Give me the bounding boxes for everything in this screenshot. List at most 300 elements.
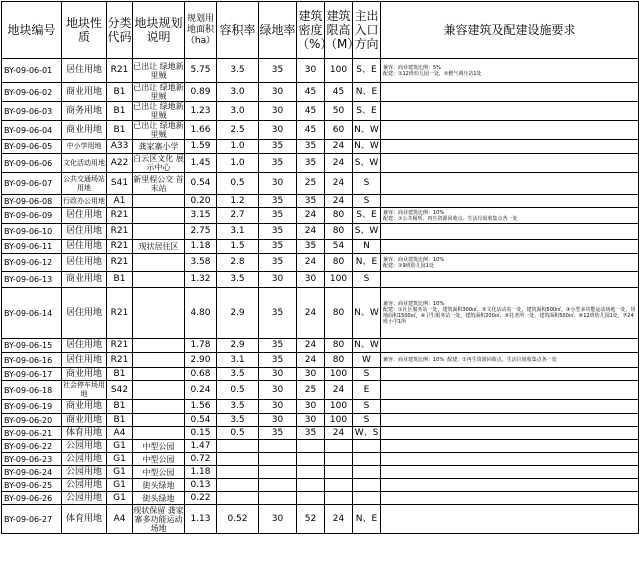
cell-code: S42 — [107, 381, 133, 400]
cell-area: 0.72 — [185, 453, 217, 466]
cell-green: 35 — [259, 254, 297, 272]
cell-code: G1 — [107, 492, 133, 505]
cell-dir — [353, 479, 381, 492]
cell-height: 54 — [325, 240, 353, 254]
cell-id: BY-09-06-13 — [2, 272, 62, 288]
cell-req — [381, 400, 639, 414]
cell-dir: S — [353, 368, 381, 381]
table-row — [2, 83, 639, 102]
cell-height: 50 — [325, 102, 353, 121]
cell-nature: 公园用地 — [62, 479, 107, 492]
cell-height — [325, 440, 353, 453]
cell-area: 0.54 — [185, 173, 217, 195]
cell-far: 3.5 — [217, 414, 259, 427]
cell-density: 30 — [297, 368, 325, 381]
cell-req — [381, 368, 639, 381]
cell-req: 兼容：商业建筑比例：10% 配建：①社区服务站一处，建筑面积300㎡，②文化活动站一处，建筑面积500㎡，③小型多功能运动场地一处，用地面积1500㎡，④卫生服务站一处，建筑面积200㎡，⑤托老所一处，建筑面积500㎡，⑥12班幼儿园1处，⑦24班小学1所 — [381, 288, 639, 339]
cell-desc — [133, 353, 185, 368]
cell-req — [381, 224, 639, 240]
cell-code: R21 — [107, 208, 133, 224]
cell-density — [297, 466, 325, 479]
cell-green: 35 — [259, 208, 297, 224]
cell-code: S41 — [107, 173, 133, 195]
cell-req — [381, 492, 639, 505]
table-row — [2, 492, 639, 505]
cell-id: BY-09-06-26 — [2, 492, 62, 505]
cell-id: BY-09-06-27 — [2, 505, 62, 534]
cell-nature: 居住用地 — [62, 353, 107, 368]
cell-code: R21 — [107, 224, 133, 240]
cell-density: 35 — [297, 195, 325, 208]
cell-green — [259, 440, 297, 453]
cell-far: 3.0 — [217, 83, 259, 102]
cell-far: 2.7 — [217, 208, 259, 224]
cell-req — [381, 339, 639, 353]
cell-id: BY-09-06-19 — [2, 400, 62, 414]
land-parcel-table — [1, 1, 639, 534]
cell-area: 2.75 — [185, 224, 217, 240]
cell-nature: 社会停车场用地 — [63, 381, 105, 398]
cell-far: 1.5 — [217, 240, 259, 254]
cell-nature: 居住用地 — [62, 240, 107, 254]
cell-req — [381, 121, 639, 140]
cell-code: R21 — [107, 59, 133, 83]
cell-dir: N、E — [353, 254, 381, 272]
cell-nature: 商务用地 — [62, 102, 107, 121]
cell-height: 80 — [325, 339, 353, 353]
cell-dir — [353, 453, 381, 466]
cell-code: R21 — [107, 353, 133, 368]
cell-nature: 商业用地 — [62, 414, 107, 427]
cell-code: A33 — [107, 140, 133, 154]
cell-nature: 行政办公用地 — [62, 195, 107, 208]
cell-height: 24 — [325, 154, 353, 173]
cell-code: A22 — [107, 154, 133, 173]
cell-area: 0.20 — [185, 195, 217, 208]
cell-area: 0.15 — [185, 427, 217, 440]
table-row — [2, 154, 639, 173]
cell-code: A4 — [107, 505, 133, 534]
cell-code: B1 — [107, 272, 133, 288]
cell-density: 30 — [297, 59, 325, 83]
cell-nature: 居住用地 — [62, 288, 107, 339]
header-density: 建筑密度（%） — [297, 2, 325, 59]
table-row — [2, 173, 639, 195]
cell-id: BY-09-06-07 — [2, 173, 62, 195]
cell-dir: S — [353, 400, 381, 414]
cell-id: BY-09-06-12 — [2, 254, 62, 272]
cell-height: 80 — [325, 254, 353, 272]
cell-area: 0.13 — [185, 479, 217, 492]
cell-req — [381, 453, 639, 466]
cell-id: BY-09-06-20 — [2, 414, 62, 427]
table-row — [2, 466, 639, 479]
header-height: 建筑限高（M） — [325, 2, 353, 59]
cell-req — [381, 140, 639, 154]
cell-dir: W、S — [353, 427, 381, 440]
cell-green: 30 — [259, 381, 297, 400]
table-row — [2, 453, 639, 466]
cell-far — [217, 453, 259, 466]
table-row — [2, 102, 639, 121]
cell-id: BY-09-06-11 — [2, 240, 62, 254]
cell-density: 24 — [297, 254, 325, 272]
cell-height: 80 — [325, 353, 353, 368]
cell-green: 30 — [259, 272, 297, 288]
table-row — [2, 121, 639, 140]
cell-height: 80 — [325, 224, 353, 240]
cell-id: BY-09-06-15 — [2, 339, 62, 353]
cell-density: 25 — [297, 381, 325, 400]
table-row — [2, 288, 639, 339]
header-id: 地块编号 — [2, 2, 62, 59]
cell-far: 2.9 — [217, 339, 259, 353]
cell-desc: 已出让 绿地新里贼 — [133, 102, 184, 120]
cell-green: 30 — [259, 414, 297, 427]
table-row — [2, 140, 639, 154]
cell-nature: 商业用地 — [62, 83, 107, 102]
cell-area: 1.66 — [185, 121, 217, 140]
cell-nature: 居住用地 — [62, 59, 107, 83]
cell-density: 45 — [297, 102, 325, 121]
cell-dir: N、E — [353, 505, 381, 534]
cell-green: 30 — [259, 173, 297, 195]
cell-id: BY-09-06-23 — [2, 453, 62, 466]
cell-code: R21 — [107, 254, 133, 272]
cell-nature: 商业用地 — [62, 272, 107, 288]
cell-height: 24 — [325, 381, 353, 400]
cell-far: 2.5 — [217, 121, 259, 140]
cell-dir: S — [353, 272, 381, 288]
cell-density: 25 — [297, 173, 325, 195]
cell-id: BY-09-06-06 — [2, 154, 62, 173]
cell-far: 3.1 — [217, 353, 259, 368]
cell-req — [381, 272, 639, 288]
cell-dir: S、W — [353, 224, 381, 240]
table-row — [2, 400, 639, 414]
cell-nature: 商业用地 — [62, 368, 107, 381]
cell-far: 1.2 — [217, 195, 259, 208]
header-nature: 地块性质 — [62, 2, 107, 59]
cell-req — [381, 466, 639, 479]
cell-height: 80 — [325, 288, 353, 339]
cell-nature: 公园用地 — [62, 492, 107, 505]
cell-area: 1.13 — [185, 505, 217, 534]
cell-green: 35 — [259, 240, 297, 254]
cell-density — [297, 492, 325, 505]
table-row — [2, 254, 639, 272]
cell-green: 35 — [259, 154, 297, 173]
cell-dir: N、E — [353, 83, 381, 102]
cell-desc — [133, 195, 185, 208]
cell-far: 3.0 — [217, 102, 259, 121]
cell-id: BY-09-06-04 — [2, 121, 62, 140]
cell-nature: 居住用地 — [62, 339, 107, 353]
cell-desc — [133, 381, 185, 400]
cell-green: 35 — [259, 427, 297, 440]
cell-desc — [133, 288, 185, 339]
cell-id: BY-09-06-01 — [2, 59, 62, 83]
cell-nature: 公园用地 — [62, 440, 107, 453]
table-row — [2, 479, 639, 492]
cell-area: 3.58 — [185, 254, 217, 272]
cell-density: 30 — [297, 414, 325, 427]
cell-desc: 已出让 绿地新里贼 — [133, 83, 184, 101]
cell-dir: S、E — [353, 59, 381, 83]
cell-area: 4.80 — [185, 288, 217, 339]
cell-dir: S、W — [353, 154, 381, 173]
cell-far — [217, 440, 259, 453]
header-req: 兼容建筑及配建设施要求 — [381, 2, 639, 59]
cell-dir: N、W — [353, 121, 381, 140]
cell-height — [325, 479, 353, 492]
cell-density — [297, 479, 325, 492]
cell-density — [297, 440, 325, 453]
header-green: 绿地率 — [259, 2, 297, 59]
cell-code: G1 — [107, 453, 133, 466]
cell-green: 30 — [259, 368, 297, 381]
cell-green: 30 — [259, 83, 297, 102]
cell-id: BY-09-06-08 — [2, 195, 62, 208]
cell-area: 3.15 — [185, 208, 217, 224]
cell-green: 35 — [259, 353, 297, 368]
cell-req: 兼容：商业建筑比例：10% 配建：①公共厕所、再生资源回收点、生活垃圾收集点各一处 — [381, 208, 639, 224]
cell-code: G1 — [107, 479, 133, 492]
cell-dir — [353, 466, 381, 479]
cell-density: 30 — [297, 400, 325, 414]
cell-code: B1 — [107, 400, 133, 414]
cell-desc — [133, 339, 185, 353]
cell-area: 1.45 — [185, 154, 217, 173]
table-row — [2, 368, 639, 381]
cell-req — [381, 154, 639, 173]
cell-nature: 居住用地 — [62, 208, 107, 224]
cell-desc — [133, 224, 185, 240]
cell-req: 兼容：商业建筑比例：10% 配建：①9班幼儿园1处 — [381, 254, 639, 272]
cell-far: 2.9 — [217, 288, 259, 339]
cell-desc: 中型公园 — [133, 466, 185, 479]
cell-req — [381, 479, 639, 492]
cell-height — [325, 453, 353, 466]
cell-density: 24 — [297, 339, 325, 353]
cell-area: 1.59 — [185, 140, 217, 154]
cell-desc: 已出让 绿地新里贼 — [133, 121, 184, 139]
cell-desc: 白云区文化 展示中心 — [133, 154, 184, 172]
cell-green: 35 — [259, 59, 297, 83]
table-row — [2, 381, 639, 400]
table-row — [2, 440, 639, 453]
cell-area: 1.56 — [185, 400, 217, 414]
cell-desc — [133, 414, 185, 427]
table-row — [2, 353, 639, 368]
cell-nature: 居住用地 — [62, 254, 107, 272]
cell-area: 0.68 — [185, 368, 217, 381]
cell-far: 0.5 — [217, 173, 259, 195]
cell-req — [381, 195, 639, 208]
cell-green: 30 — [259, 400, 297, 414]
cell-dir: S、E — [353, 208, 381, 224]
cell-req: 兼容：商业建筑比例：5% 配建：①12班幼儿园一处，②燃气调压站1处 — [381, 59, 639, 83]
cell-desc: 已出让 绿地新里贼 — [133, 59, 185, 83]
cell-dir: S — [353, 195, 381, 208]
cell-far: 1.0 — [217, 140, 259, 154]
cell-area: 1.32 — [185, 272, 217, 288]
cell-dir: W — [353, 353, 381, 368]
cell-req — [381, 240, 639, 254]
cell-id: BY-09-06-22 — [2, 440, 62, 453]
cell-density: 24 — [297, 353, 325, 368]
cell-code: R21 — [107, 339, 133, 353]
header-desc: 地块规划说明 — [133, 2, 185, 59]
header-area: 规划用地面积（ha） — [185, 2, 217, 59]
header-dir: 主出入口方向 — [353, 2, 381, 59]
cell-density: 35 — [297, 240, 325, 254]
cell-area: 1.23 — [185, 102, 217, 121]
cell-nature: 商业用地 — [62, 400, 107, 414]
cell-nature: 居住用地 — [62, 224, 107, 240]
cell-height: 100 — [325, 272, 353, 288]
cell-density: 52 — [297, 505, 325, 534]
cell-height: 100 — [325, 414, 353, 427]
cell-height — [325, 492, 353, 505]
table-row — [2, 208, 639, 224]
cell-id: BY-09-06-16 — [2, 353, 62, 368]
cell-desc — [133, 427, 185, 440]
cell-dir: S、E — [353, 102, 381, 121]
cell-far: 3.5 — [217, 368, 259, 381]
cell-green: 35 — [259, 288, 297, 339]
header-row — [2, 2, 639, 59]
cell-code: G1 — [107, 466, 133, 479]
cell-code: A1 — [107, 195, 133, 208]
cell-id: BY-09-06-17 — [2, 368, 62, 381]
cell-height — [325, 466, 353, 479]
cell-code: A4 — [107, 427, 133, 440]
cell-id: BY-09-06-18 — [2, 381, 62, 400]
cell-req: 兼容：商业建筑比例：10% 配建：①再生资源回收点、生活垃圾收集点各一处 — [381, 353, 639, 368]
table-body — [2, 59, 639, 534]
cell-req — [381, 83, 639, 102]
cell-density: 24 — [297, 208, 325, 224]
cell-req — [381, 381, 639, 400]
cell-green: 30 — [259, 505, 297, 534]
cell-far — [217, 466, 259, 479]
cell-id: BY-09-06-21 — [2, 427, 62, 440]
cell-code: B1 — [107, 102, 133, 121]
cell-dir: N — [353, 240, 381, 254]
table-row — [2, 59, 639, 83]
cell-green — [259, 466, 297, 479]
table-row — [2, 414, 639, 427]
cell-density — [297, 453, 325, 466]
cell-green: 35 — [259, 339, 297, 353]
cell-area: 0.54 — [185, 414, 217, 427]
cell-density: 35 — [297, 140, 325, 154]
header-code: 分类代码 — [107, 2, 133, 59]
cell-green: 30 — [259, 121, 297, 140]
cell-height: 24 — [325, 427, 353, 440]
cell-code: R21 — [107, 240, 133, 254]
cell-dir: E — [353, 381, 381, 400]
cell-density: 45 — [297, 121, 325, 140]
cell-density: 30 — [297, 272, 325, 288]
cell-area: 1.47 — [185, 440, 217, 453]
table-row — [2, 272, 639, 288]
cell-density: 24 — [297, 224, 325, 240]
cell-green: 30 — [259, 102, 297, 121]
cell-density: 24 — [297, 288, 325, 339]
cell-area: 1.18 — [185, 466, 217, 479]
cell-req — [381, 440, 639, 453]
cell-desc: 街头绿地 — [133, 479, 185, 492]
cell-req — [381, 427, 639, 440]
cell-green: 35 — [259, 224, 297, 240]
cell-height: 100 — [325, 368, 353, 381]
cell-height: 24 — [325, 140, 353, 154]
table-row — [2, 240, 639, 254]
cell-desc — [133, 272, 185, 288]
cell-far — [217, 492, 259, 505]
cell-density: 45 — [297, 83, 325, 102]
cell-code: B1 — [107, 83, 133, 102]
cell-code: G1 — [107, 440, 133, 453]
cell-id: BY-09-06-24 — [2, 466, 62, 479]
cell-density: 35 — [297, 427, 325, 440]
cell-far: 0.5 — [217, 427, 259, 440]
cell-area: 0.24 — [185, 381, 217, 400]
cell-area: 0.89 — [185, 83, 217, 102]
cell-far: 2.8 — [217, 254, 259, 272]
cell-code: R21 — [107, 288, 133, 339]
cell-nature: 中小学用地 — [62, 140, 107, 154]
cell-far: 3.5 — [217, 59, 259, 83]
table-row — [2, 339, 639, 353]
cell-height: 100 — [325, 400, 353, 414]
cell-dir: S — [353, 414, 381, 427]
cell-height: 45 — [325, 83, 353, 102]
cell-height: 24 — [325, 173, 353, 195]
cell-req — [381, 414, 639, 427]
cell-dir — [353, 492, 381, 505]
cell-nature: 文化活动用地 — [62, 154, 107, 173]
cell-nature: 体育用地 — [62, 505, 107, 534]
cell-dir — [353, 440, 381, 453]
cell-dir: N、W — [353, 288, 381, 339]
cell-desc — [133, 400, 185, 414]
cell-desc — [133, 254, 185, 272]
cell-height: 60 — [325, 121, 353, 140]
cell-desc — [133, 208, 185, 224]
cell-far: 1.0 — [217, 154, 259, 173]
cell-desc: 龚家寨小学 — [133, 140, 185, 154]
cell-nature: 公共交通场站用地 — [62, 173, 107, 195]
cell-desc — [133, 368, 185, 381]
table-row — [2, 195, 639, 208]
cell-dir: N、W — [353, 339, 381, 353]
cell-desc: 街头绿地 — [133, 492, 185, 505]
cell-req — [381, 102, 639, 121]
cell-nature: 体育用地 — [62, 427, 107, 440]
cell-id: BY-09-06-02 — [2, 83, 62, 102]
cell-code: B1 — [107, 414, 133, 427]
cell-area: 2.90 — [185, 353, 217, 368]
cell-far: 3.5 — [217, 272, 259, 288]
cell-desc: 现状居住区 — [133, 240, 185, 254]
cell-green: 35 — [259, 195, 297, 208]
cell-id: BY-09-06-09 — [2, 208, 62, 224]
cell-area: 1.18 — [185, 240, 217, 254]
cell-nature: 公园用地 — [62, 466, 107, 479]
